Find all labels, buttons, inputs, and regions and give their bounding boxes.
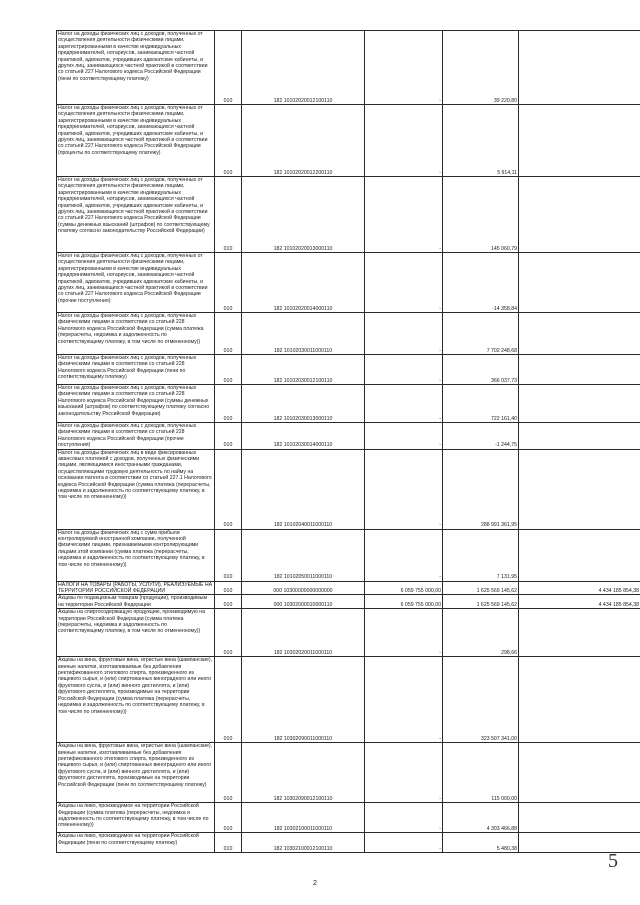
row-executed-text: 39 220,80 [493,97,517,104]
row-name-text: Налог на доходы физических лиц с доходов, полученных физическими лицами в соответствии со статьей 228 Налогового кодекса Российской Федерации (прочие поступления) [58,423,197,449]
row-code-text: 010 [223,825,233,832]
row-executed-cell [443,105,519,177]
row-executed-cell [443,385,519,423]
row-approved-text: - [439,574,441,581]
row-name-text: Акцизы на спиртосодержащую продукцию, производимую на территории Российской Федерации (сумма платежа (перерасчеты, недоимка и задолженность по соответствующему платежу, в том числе по отмененному)) [58,609,205,635]
row-name-cell [57,31,215,105]
row-kbk-cell [242,31,365,105]
row-approved-text: - [439,377,441,384]
row-approved-cell [365,833,443,853]
row-name-cell [57,529,215,581]
row-approved-cell [365,581,443,595]
table-row [57,355,640,385]
row-executed-text: 366 037,73 [491,377,517,384]
row-code-text: 010 [223,649,233,656]
row-executed-cell [443,31,519,105]
row-executed-text: 323 507 341,00 [480,735,517,742]
table-row [57,31,640,105]
table-row [57,385,640,423]
row-code-cell [215,423,242,450]
row-executed-text: 7 131,95 [496,574,517,581]
row-code-text: 010 [223,415,233,422]
row-code-text: 010 [223,377,233,384]
row-name-text: Налог на доходы физических лиц с доходов, полученных физическими лицами в соответствии со статьей 228 Налогового кодекса Российской Федерации (суммы денежных взысканий (штрафов) по соответствующему платежу согласно законодательству Российской Федерации) [58,385,210,417]
row-approved-cell [365,657,443,743]
row-name-cell [57,581,215,595]
row-name-text: Налог на доходы физических лиц с доходов, полученных от осуществления деятельности физическими лицами, зарегистрированными в качестве индивидуальных предпринимателей, нотариусов, занимающихся частной практикой, адвокатов, учредивших адвокатские кабинеты, и других лиц, занимающихся частной практикой в соответствии со статьей 227 Налогового кодекса Российской Федерации (пени по соответствующему платежу) [58,31,208,82]
table-row [57,105,640,177]
row-executed-cell [443,657,519,743]
table-row [57,609,640,657]
handwritten-page-mark: 5 [608,850,618,872]
row-approved-text: - [439,649,441,656]
row-kbk-text: 182 10102020013000110 [273,245,333,252]
row-kbk-text: 182 10102020012100110 [273,97,333,104]
row-executed-text: 145 060,79 [491,245,517,252]
row-name-text: НАЛОГИ НА ТОВАРЫ (РАБОТЫ, УСЛУГИ), РЕАЛИЗУЕМЫЕ НА ТЕРРИТОРИИ РОССИЙСКОЙ ФЕДЕРАЦИИ [58,581,213,595]
row-kbk-text: 182 10102040011000110 [273,522,333,529]
row-name-text: Акцизы на вина, фруктовые вина, игристые вина (шампанские), винные напитки, изготавливаемые без добавления ректификованного этилового спирта, произведенного из пищевого сырья, и (или) спиртованных виноградного или иного фруктового сусла, и (или) винного дистиллята, и (или) фруктового дистиллята, производимые на территории Российской Федерации (пени по соответствующему платежу) [58,743,213,788]
row-kbk-text: 182 10102030011000110 [273,347,333,354]
row-code-text: 010 [223,305,233,312]
row-approved-cell [365,423,443,450]
row-unexecuted-cell [519,449,640,529]
row-name-text: Налог на доходы физических лиц с доходов, полученных физическими лицами в соответствии со статьей 228 Налогового кодекса Российской Федерации (сумма платежа (перерасчеты, недоимка и задолженность по соответствующему платежу, в том числе по отмененному)) [58,313,204,345]
row-name-text: Акцизы по подакцизным товарам (продукции), производимым на территории Российской Федерации [58,595,208,608]
row-name-cell [57,595,215,609]
row-approved-text: - [439,347,441,354]
row-name-cell [57,657,215,743]
row-kbk-text: 182 10102020014000110 [273,305,333,312]
row-kbk-cell [242,385,365,423]
row-code-text: 010 [223,795,233,802]
row-code-cell [215,803,242,833]
row-code-cell [215,31,242,105]
row-kbk-cell [242,609,365,657]
row-kbk-cell [242,529,365,581]
row-approved-text: 6 059 755 000,00 [400,588,441,595]
row-approved-text: - [439,845,441,852]
row-code-cell [215,449,242,529]
row-executed-cell [443,423,519,450]
row-approved-cell [365,595,443,609]
row-unexecuted-cell [519,253,640,313]
row-approved-text: - [439,795,441,802]
row-executed-cell [443,803,519,833]
row-approved-text: - [439,245,441,252]
row-approved-cell [365,177,443,253]
table-row [57,177,640,253]
row-unexecuted-cell [519,529,640,581]
row-unexecuted-cell [519,313,640,355]
report-sheet [56,30,640,853]
row-executed-cell [443,177,519,253]
row-approved-cell [365,609,443,657]
row-kbk-cell [242,355,365,385]
row-kbk-text: 182 10102030012100110 [273,377,333,384]
table-row [57,449,640,529]
row-unexecuted-text: 4 434 185 854,38 [598,601,639,608]
row-kbk-text: 000 10302000010000110 [273,601,333,608]
row-code-text: 010 [223,735,233,742]
row-unexecuted-cell [519,657,640,743]
row-name-text: Акцизы на пиво, производимое на территории Российской Федерации (сумма платежа (перерасчеты, недоимка и задолженность по соответствующему платежу, в том числе по отмененному)) [58,803,209,829]
row-kbk-cell [242,105,365,177]
table-row [57,803,640,833]
row-executed-text: 5 914,11 [497,169,517,176]
row-kbk-text: 182 10302090012100110 [273,795,333,802]
row-kbk-cell [242,743,365,803]
row-unexecuted-cell [519,743,640,803]
row-kbk-text: 182 10102020012200110 [273,169,333,176]
row-kbk-cell [242,423,365,450]
budget-execution-table [56,30,640,853]
row-executed-cell [443,581,519,595]
row-name-cell [57,833,215,853]
row-name-text: Акцизы на вина, фруктовые вина, игристые вина (шампанские), винные напитки, изготавливаемые без добавления ректификованного этилового спирта, произведенного из пищевого сырья, и (или) спиртованных виноградного или иного фруктового сусла, и (или) винного дистиллята, и (или) фруктового дистиллята, производимые на территории Российской Федерации (сумма платежа (перерасчеты, недоимка и задолженность по соответствующему платежу, в том числе по отмененному)) [58,657,213,715]
row-code-text: 010 [223,245,233,252]
page-number: 2 [313,880,317,887]
row-unexecuted-cell [519,423,640,450]
row-code-cell [215,385,242,423]
row-name-cell [57,385,215,423]
row-code-text: 010 [223,347,233,354]
row-code-cell [215,355,242,385]
row-approved-cell [365,355,443,385]
row-executed-cell [443,529,519,581]
row-executed-text: 4 303 466,88 [486,825,517,832]
row-name-text: Налог на доходы физических лиц с сумм прибыли контролируемой иностранной компании, полученной физическими лицами, признаваемыми контролирующими лицами этой компании (сумма платежа (перерасчеты, недоимка и задолженность по соответствующему платежу, в том числе по отмененному)) [58,529,205,568]
row-approved-cell [365,313,443,355]
row-approved-text: 6 059 755 000,00 [400,601,441,608]
row-kbk-cell [242,803,365,833]
row-executed-text: 115 000,00 [491,795,517,802]
row-name-cell [57,609,215,657]
row-name-cell [57,803,215,833]
row-code-text: 010 [223,442,233,449]
row-code-cell [215,105,242,177]
row-approved-cell [365,529,443,581]
row-code-cell [215,177,242,253]
table-row [57,313,640,355]
row-kbk-text: 182 10302100011000110 [273,825,333,832]
table-row [57,529,640,581]
row-unexecuted-cell [519,595,640,609]
row-code-cell [215,743,242,803]
table-row [57,833,640,853]
row-kbk-cell [242,313,365,355]
row-kbk-text: 000 10300000000000000 [273,588,333,595]
row-executed-text: 298,66 [501,649,517,656]
row-name-text: Налог на доходы физических лиц в виде фиксированных авансовых платежей с доходов, полученных физическими лицами, являющимися иностранными гражданами, осуществляющими трудовую деятельность по найму на основании патента в соответствии со статьей 227.1 Налогового кодекса Российской Федерации (сумма платежа (перерасчеты, недоимка и задолженность по соответствующему платежу, в том числе по отмененному)) [58,449,212,501]
row-approved-cell [365,105,443,177]
row-name-text: Налог на доходы физических лиц с доходов, полученных от осуществления деятельности физическими лицами, зарегистрированными в качестве индивидуальных предпринимателей, нотариусов, занимающихся частной практикой, адвокатов, учредивших адвокатские кабинеты, и других лиц, занимающихся частной практикой в соответствии со статьей 227 Налогового кодекса Российской Федерации (прочие поступления) [58,253,208,304]
row-name-text: Налог на доходы физических лиц с доходов, полученных физическими лицами в соответствии со статьей 228 Налогового кодекса Российской Федерации (пени по соответствующему платежу) [58,355,197,381]
row-kbk-text: 182 10302090011000110 [273,735,333,742]
table-row [57,595,640,609]
row-approved-text: - [439,735,441,742]
row-kbk-text: 182 10302100012100110 [273,845,333,852]
row-name-cell [57,355,215,385]
table-body [57,31,640,853]
row-executed-cell [443,355,519,385]
row-approved-text: - [439,522,441,529]
table-row [57,253,640,313]
row-name-cell [57,743,215,803]
table-row [57,743,640,803]
row-kbk-text: 182 10102030013000110 [273,415,333,422]
row-executed-cell [443,595,519,609]
row-approved-text: - [439,97,441,104]
row-approved-text: - [439,305,441,312]
row-kbk-cell [242,177,365,253]
row-code-text: 010 [223,169,233,176]
table-row [57,657,640,743]
row-approved-text: - [439,415,441,422]
row-approved-text: - [439,825,441,832]
row-code-cell [215,833,242,853]
row-executed-text: 1 625 569 145,62 [476,601,517,608]
row-approved-cell [365,385,443,423]
row-unexecuted-cell [519,581,640,595]
row-executed-text: 722 161,40 [491,415,517,422]
row-name-cell [57,177,215,253]
row-kbk-text: 182 10102050011000110 [273,574,333,581]
row-executed-cell [443,253,519,313]
row-code-cell [215,657,242,743]
row-kbk-cell [242,449,365,529]
row-kbk-cell [242,833,365,853]
row-approved-cell [365,449,443,529]
row-kbk-text: 182 10302020011000110 [273,649,333,656]
row-unexecuted-text: 4 434 185 854,38 [598,588,639,595]
row-approved-cell [365,803,443,833]
row-executed-text: -1 244,75 [495,442,517,449]
row-unexecuted-cell [519,833,640,853]
row-code-text: 010 [223,601,233,608]
row-kbk-text: 182 10102030014000110 [273,442,333,449]
row-approved-cell [365,743,443,803]
row-executed-text: 5 480,38 [496,845,517,852]
row-code-cell [215,529,242,581]
row-unexecuted-cell [519,177,640,253]
row-executed-text: 7 702 248,68 [486,347,517,354]
row-name-text: Акцизы на пиво, производимое на территории Российской Федерации (пени по соответствующему платежу) [58,833,199,846]
row-code-text: 010 [223,845,233,852]
row-executed-text: -14 358,84 [492,305,517,312]
row-approved-text: - [439,169,441,176]
row-unexecuted-cell [519,105,640,177]
row-name-cell [57,313,215,355]
row-kbk-cell [242,253,365,313]
table-row [57,423,640,450]
row-unexecuted-cell [519,385,640,423]
row-unexecuted-cell [519,609,640,657]
row-code-cell [215,253,242,313]
row-approved-text: - [439,442,441,449]
row-executed-cell [443,609,519,657]
row-name-cell [57,253,215,313]
row-name-text: Налог на доходы физических лиц с доходов, полученных от осуществления деятельности физическими лицами, зарегистрированными в качестве индивидуальных предпринимателей, нотариусов, занимающихся частной практикой, адвокатов, учредивших адвокатские кабинеты, и других лиц, занимающихся частной практикой в соответствии со статьей 227 Налогового кодекса Российской Федерации (проценты по соответствующему платежу) [58,105,208,156]
table-row [57,581,640,595]
row-executed-text: 288 991 361,95 [480,522,517,529]
row-executed-cell [443,743,519,803]
row-name-cell [57,449,215,529]
row-kbk-cell [242,595,365,609]
row-code-cell [215,581,242,595]
row-code-cell [215,609,242,657]
row-code-text: 010 [223,574,233,581]
row-name-cell [57,105,215,177]
row-approved-cell [365,31,443,105]
row-approved-cell [365,253,443,313]
row-executed-cell [443,449,519,529]
row-executed-cell [443,833,519,853]
row-unexecuted-cell [519,355,640,385]
row-kbk-cell [242,581,365,595]
row-executed-cell [443,313,519,355]
row-code-cell [215,313,242,355]
row-name-cell [57,423,215,450]
row-code-text: 010 [223,588,233,595]
row-unexecuted-cell [519,803,640,833]
row-code-cell [215,595,242,609]
row-unexecuted-cell [519,31,640,105]
row-name-text: Налог на доходы физических лиц с доходов, полученных от осуществления деятельности физическими лицами, зарегистрированными в качестве индивидуальных предпринимателей, нотариусов, занимающихся частной практикой, адвокатов, учредивших адвокатские кабинеты, и других лиц, занимающихся частной практикой в соответствии со статьей 227 Налогового кодекса Российской Федерации (суммы денежных взысканий (штрафов) по соответствующему платежу согласно законодательству Российской Федерации) [58,177,210,235]
row-kbk-cell [242,657,365,743]
row-code-text: 010 [223,522,233,529]
row-executed-text: 1 625 569 145,62 [476,588,517,595]
row-code-text: 010 [223,97,233,104]
